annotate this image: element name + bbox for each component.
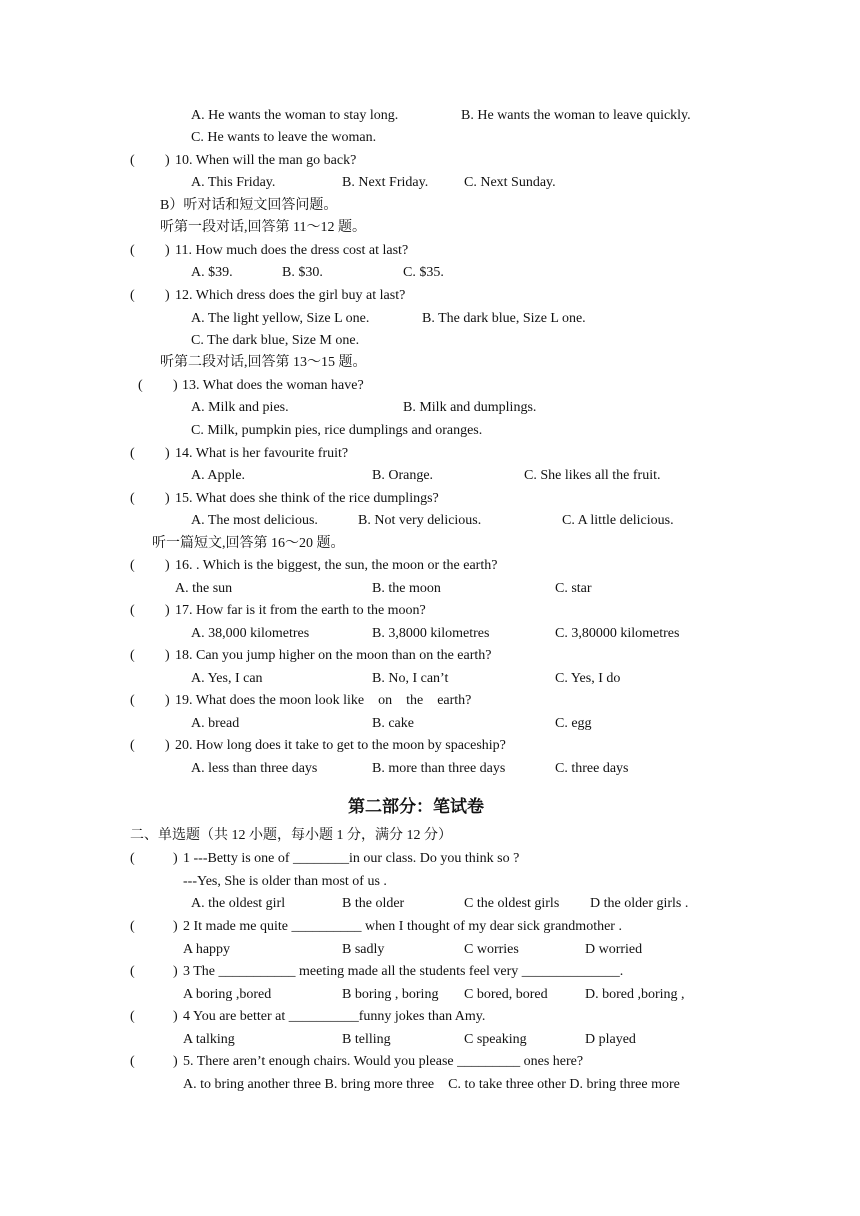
q17-text: 17. How far is it from the earth to the moon? <box>175 603 426 618</box>
answer-paren-close: ) <box>165 558 170 573</box>
q12-option-b: B. The dark blue, Size L one. <box>422 311 586 326</box>
answer-paren-open: ( <box>130 648 135 663</box>
answer-paren-open: ( <box>130 288 135 303</box>
mc-q3-option-b: B boring , boring <box>342 987 439 1002</box>
dialog2-instruction: 听第二段对话,回答第 13～15 题。 <box>160 355 367 370</box>
mc-q4-text: 4 You are better at __________funny jokes than Amy. <box>183 1009 486 1024</box>
q20-text: 20. How long does it take to get to the moon by spaceship? <box>175 738 506 753</box>
passage-instruction: 听一篇短文,回答第 16～20 题。 <box>152 536 345 551</box>
q18-option-b: B. No, I can’t <box>372 671 449 686</box>
q13-option-b: B. Milk and dumplings. <box>403 400 537 415</box>
q18-option-a: A. Yes, I can <box>191 671 263 686</box>
answer-paren-close: ) <box>173 964 178 979</box>
q16-option-b: B. the moon <box>372 581 441 596</box>
mc-q1-reply: ---Yes, She is older than most of us . <box>183 874 387 889</box>
part2-title: 第二部分：笔试卷 <box>348 797 484 817</box>
q14-text: 14. What is her favourite fruit? <box>175 446 349 461</box>
mc-q1-option-d: D the older girls . <box>590 896 689 911</box>
q20-option-a: A. less than three days <box>191 761 318 776</box>
q11-option-c: C. $35. <box>403 265 444 280</box>
mc-q3-text: 3 The ___________ meeting made all the students feel very ______________. <box>183 964 624 979</box>
answer-paren-close: ) <box>173 919 178 934</box>
mc-q5-text: 5. There aren’t enough chairs. Would you please _________ ones here? <box>183 1054 584 1069</box>
answer-paren-close: ) <box>165 693 170 708</box>
q13-option-c: C. Milk, pumpkin pies, rice dumplings and oranges. <box>191 423 483 438</box>
q14-option-c: C. She likes all the fruit. <box>524 468 661 483</box>
dialog1-instruction: 听第一段对话,回答第 11～12 题。 <box>160 220 366 235</box>
q12-option-c: C. The dark blue, Size M one. <box>191 333 360 348</box>
q14-option-b: B. Orange. <box>372 468 434 483</box>
q11-option-a: A. $39. <box>191 265 233 280</box>
q18-text: 18. Can you jump higher on the moon than on the earth? <box>175 648 492 663</box>
answer-paren-close: ) <box>173 1054 178 1069</box>
mc-q2-option-d: D worried <box>585 942 643 957</box>
q9-option-b: B. He wants the woman to leave quickly. <box>461 108 691 123</box>
q19-text: 19. What does the moon look like on the earth? <box>175 693 472 708</box>
answer-paren-close: ) <box>165 648 170 663</box>
answer-paren-open: ( <box>130 558 135 573</box>
q20-option-c: C. three days <box>555 761 629 776</box>
mc-q4-option-a: A talking <box>183 1032 235 1047</box>
answer-paren-open: ( <box>130 603 135 618</box>
q15-text: 15. What does she think of the rice dumplings? <box>175 491 439 506</box>
mc-q3-option-c: C bored, bored <box>464 987 548 1002</box>
q10-option-a: A. This Friday. <box>191 175 276 190</box>
mc-q2-option-c: C worries <box>464 942 519 957</box>
answer-paren-close: ) <box>165 153 170 168</box>
mc-q2-text: 2 It made me quite __________ when I thought of my dear sick grandmother . <box>183 919 622 934</box>
section2-heading: 二、单选题（共 12 小题，每小题 1 分，满分 12 分） <box>130 828 452 843</box>
q9-option-a: A. He wants the woman to stay long. <box>191 108 399 123</box>
answer-paren-close: ) <box>165 446 170 461</box>
answer-paren-open: ( <box>130 693 135 708</box>
mc-q2-option-b: B sadly <box>342 942 385 957</box>
answer-paren-close: ) <box>165 288 170 303</box>
answer-paren-open: ( <box>130 491 135 506</box>
answer-paren-open: ( <box>130 851 135 866</box>
q12-text: 12. Which dress does the girl buy at last? <box>175 288 406 303</box>
mc-q1-option-c: C the oldest girls <box>464 896 560 911</box>
q16-option-c: C. star <box>555 581 592 596</box>
q17-option-a: A. 38,000 kilometres <box>191 626 310 641</box>
answer-paren-open: ( <box>130 1009 135 1024</box>
q15-option-b: B. Not very delicious. <box>358 513 482 528</box>
q19-option-c: C. egg <box>555 716 592 731</box>
mc-q1-option-b: B the older <box>342 896 405 911</box>
q9-option-c: C. He wants to leave the woman. <box>191 130 377 145</box>
answer-paren-close: ) <box>173 1009 178 1024</box>
q15-option-c: C. A little delicious. <box>562 513 674 528</box>
q13-text: 13. What does the woman have? <box>182 378 364 393</box>
mc-q1-option-a: A. the oldest girl <box>191 896 286 911</box>
q16-option-a: A. the sun <box>175 581 233 596</box>
mc-q4-option-d: D played <box>585 1032 636 1047</box>
q18-option-c: C. Yes, I do <box>555 671 621 686</box>
q19-option-b: B. cake <box>372 716 414 731</box>
mc-q5-options: A. to bring another three B. bring more three C. to take three other D. bring three more <box>183 1077 680 1092</box>
answer-paren-open: ( <box>130 1054 135 1069</box>
answer-paren-open: ( <box>130 446 135 461</box>
answer-paren-open: ( <box>130 153 135 168</box>
q11-text: 11. How much does the dress cost at last? <box>175 243 409 258</box>
q19-option-a: A. bread <box>191 716 240 731</box>
answer-paren-close: ) <box>173 378 178 393</box>
answer-paren-open: ( <box>138 378 143 393</box>
answer-paren-close: ) <box>165 491 170 506</box>
answer-paren-open: ( <box>130 964 135 979</box>
answer-paren-close: ) <box>165 243 170 258</box>
q12-option-a: A. The light yellow, Size L one. <box>191 311 370 326</box>
answer-paren-close: ) <box>165 738 170 753</box>
answer-paren-close: ) <box>173 851 178 866</box>
answer-paren-open: ( <box>130 243 135 258</box>
q10-option-c: C. Next Sunday. <box>464 175 556 190</box>
section-b-heading: B）听对话和短文回答问题。 <box>160 198 338 213</box>
q20-option-b: B. more than three days <box>372 761 506 776</box>
q17-option-c: C. 3,80000 kilometres <box>555 626 680 641</box>
answer-paren-open: ( <box>130 738 135 753</box>
q15-option-a: A. The most delicious. <box>191 513 318 528</box>
answer-paren-open: ( <box>130 919 135 934</box>
mc-q3-option-a: A boring ,bored <box>183 987 272 1002</box>
mc-q4-option-c: C speaking <box>464 1032 527 1047</box>
mc-q3-option-d: D. bored ,boring , <box>585 987 685 1002</box>
mc-q1-text: 1 ---Betty is one of ________in our class. Do you think so ? <box>183 851 520 866</box>
q10-option-b: B. Next Friday. <box>342 175 429 190</box>
q11-option-b: B. $30. <box>282 265 323 280</box>
q14-option-a: A. Apple. <box>191 468 246 483</box>
q10-text: 10. When will the man go back? <box>175 153 357 168</box>
mc-q4-option-b: B telling <box>342 1032 391 1047</box>
q16-text: 16. . Which is the biggest, the sun, the moon or the earth? <box>175 558 498 573</box>
mc-q2-option-a: A happy <box>183 942 231 957</box>
answer-paren-close: ) <box>165 603 170 618</box>
q13-option-a: A. Milk and pies. <box>191 400 289 415</box>
q17-option-b: B. 3,8000 kilometres <box>372 626 490 641</box>
